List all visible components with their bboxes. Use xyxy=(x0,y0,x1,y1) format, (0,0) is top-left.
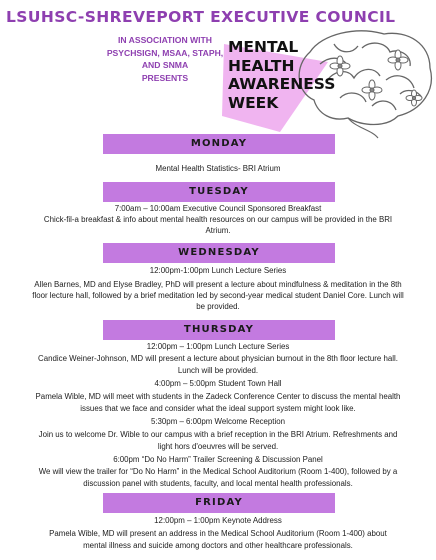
monday-event: Mental Health Statistics- BRI Atrium xyxy=(155,164,281,173)
tuesday-event-desc: Chick-fil-a breakfast & info about mental health resources on our campus will be provided in the BRI xyxy=(43,215,393,224)
wednesday-event-desc: be provided. xyxy=(196,302,240,311)
association-line: PSYCHSIGN, MSAA, STAPH, AND SNMA xyxy=(106,47,224,71)
friday-event-desc: Pamela Wible, MD will present an address in the Medical School Auditorium (Room 1-400) about xyxy=(49,529,387,538)
thursday-event-desc: Lunch will be provided. xyxy=(177,366,259,375)
event-title xyxy=(228,38,348,112)
event-title-line: HEALTH xyxy=(228,56,295,75)
day-band-friday: FRIDAY xyxy=(103,493,335,513)
event-title-line: WEEK xyxy=(228,93,279,112)
thursday-event-desc: We will view the trailer for “Do No Harm” in the Medical School Auditorium (Room 1-400), followed by a xyxy=(38,467,398,476)
wednesday-event-time: 12:00pm-1:00pm Lunch Lecture Series xyxy=(149,266,287,275)
day-band-wednesday: WEDNESDAY xyxy=(103,243,335,263)
thursday-event-desc: issues that we face and consider what the ideal support system might look like. xyxy=(80,404,356,413)
thursday-event-desc: discussion panel with students, faculty, and local mental health professionals. xyxy=(83,479,353,488)
wednesday-event-desc: Allen Barnes, MD and Elyse Bradley, PhD will present a lecture about mindfulness & meditation in the 8th xyxy=(34,280,402,289)
thursday-event-desc: Join us to welcome Dr. Wible to our campus with a brief reception in the BRI Atrium. Refreshments and xyxy=(38,430,398,439)
day-band-thursday: THURSDAY xyxy=(103,320,335,340)
thursday-event-time: 4:00pm – 5:00pm Student Town Hall xyxy=(154,379,282,388)
event-title-line: MENTAL xyxy=(228,38,299,56)
association-text xyxy=(100,34,230,84)
association-line: IN ASSOCIATION WITH xyxy=(117,35,213,45)
friday-event-time: 12:00pm – 1:00pm Keynote Address xyxy=(154,516,282,525)
friday-event-desc: mental illness and suicide among doctors and other healthcare professionals. xyxy=(83,541,353,550)
thursday-event-desc: light hors d'oeuvres will be served. xyxy=(157,442,279,451)
event-title-line: AWARENESS xyxy=(228,75,336,93)
thursday-event-time: 5:30pm – 6:00pm Welcome Reception xyxy=(150,417,286,426)
thursday-event-desc: Candice Weiner-Johnson, MD will present a lecture about physician burnout in the 8th floor lecture hall. xyxy=(38,354,398,363)
day-band-tuesday: TUESDAY xyxy=(103,182,335,202)
tuesday-event-desc: Atrium. xyxy=(205,226,231,235)
association-line: PRESENTS xyxy=(141,72,189,83)
tuesday-event-time: 7:00am – 10:00am Executive Council Sponsored Breakfast xyxy=(114,204,322,213)
thursday-event-time: 6:00pm “Do No Harm” Trailer Screening & Discussion Panel xyxy=(113,455,323,464)
day-band-monday: MONDAY xyxy=(103,134,335,154)
wednesday-event-desc: floor lecture hall, followed by a brief meditation led by second-year medical student Daniel Core. Lunch will xyxy=(32,291,404,300)
thursday-event-desc: Pamela Wible, MD will meet with students in the Zadeck Conference Center to discuss the mental health xyxy=(35,392,401,401)
thursday-event-time: 12:00pm – 1:00pm Lunch Lecture Series xyxy=(146,342,290,351)
org-title: LSUHSC-SHREVEPORT EXECUTIVE COUNCIL xyxy=(6,8,396,26)
